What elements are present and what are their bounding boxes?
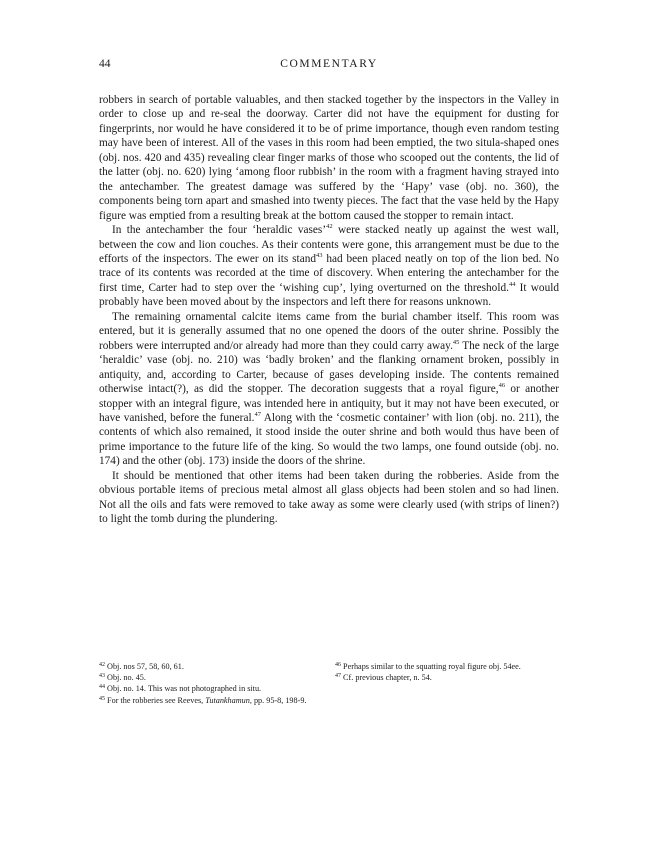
text-run: Obj. no. 45. <box>105 673 146 683</box>
text-run: Along with the ‘cosmetic container’ with lion (obj. no. 211), the contents of which also remained, it stood inside the outer shrine and both would thus have been of prime importance to the future life of the king. So would the two lamps, one found outside (obj. no. 174) and the other (obj. 173) inside the doors of the shrine. <box>99 411 559 468</box>
footnote-number: 43 <box>99 673 105 680</box>
paragraph <box>99 310 559 469</box>
text-run: It would probably have been moved about by the inspectors and left there for reasons unknown. <box>99 281 560 309</box>
footnote-reference: 42 <box>326 223 333 231</box>
section-title: COMMENTARY <box>280 58 378 70</box>
text-run: robbers in search of portable valuables, and then stacked together by the inspectors in the Valley in order to close up and re-seal the doorway. Carter did not have the equipment for dusting for fingerprints, nor would he have considered it to be of prime importance, though even random testing may have been of interest. All of the vases in this room had been emptied, the two situla-shaped ones (obj. nos. 420 and 435) revealing clear finger marks of those who scooped out the contents, the lid of the latter (obj. no. 620) lying ‘among floor rubbish’ in the room with a fragment having strayed into the antechamber. The greatest damage was suffered by the ‘Hapy’ vase (obj. no. 360), the components being torn apart and smashed into twenty pieces. The fact that the vase held by the Hapy figure was emptied from a resulting break at the bottom caused the stopper to remain intact. <box>99 94 559 222</box>
text-run: The remaining ornamental calcite items came from the burial chamber itself. This room was entered, but it is generally assumed that no one opened the doors of the outer shrine. Possibly the robbers were interrupted and/or already had more than they could carry away. <box>99 310 559 352</box>
footnote-number: 47 <box>335 673 341 680</box>
footnote <box>335 661 559 672</box>
footnote-reference: 46 <box>498 382 506 390</box>
text-run: Obj. nos 57, 58, 60, 61. <box>105 662 184 671</box>
text-run: , pp. 95-8, 198-9. <box>249 695 307 705</box>
footnote-number: 42 <box>99 662 105 668</box>
running-head <box>99 58 559 74</box>
text-run: It should be mentioned that other items had been taken during the robberies. Aside from the obvious portable items of precious metal almost all glass objects had been stolen and so had linen. Not all the oils and fats were removed to take away as some were clearly used (with strips of linen?) to light the tomb during the plundering. <box>99 469 559 526</box>
footnote-number: 46 <box>335 662 341 668</box>
text-run: had been placed neatly on top of the lion bed. No trace of its contents was recorded at the time of discovery. When entering the antechamber for the first time, Carter had to step over the ‘wishing cup’, lying overturned on the threshold. <box>99 252 559 294</box>
footnotes-right-column <box>335 661 559 706</box>
paragraph <box>99 223 559 310</box>
text-run: The neck of the large ‘heraldic’ vase (obj. no. 210) was ‘badly broken’ and the flanking ornament broken, possibly in antiquity, and, according to Carter, because of gases developing inside. The contents remained otherwise intact(?), as did the stopper. The decoration suggests that a royal figure, <box>99 339 560 396</box>
footnote-reference: 47 <box>254 410 261 418</box>
text-run: For the robberies see Reeves, <box>105 695 206 705</box>
footnote-reference: 45 <box>452 338 460 346</box>
italic-title: Tutankhamun <box>205 695 250 705</box>
text-run: Perhaps similar to the squatting royal figure obj. 54ee. <box>341 662 521 671</box>
footnote <box>99 672 323 683</box>
text-run: were stacked neatly up against the west wall, between the cow and lion couches. As their contents were gone, this arrangement must be due to the efforts of the inspectors. The ewer on its stand <box>99 224 559 265</box>
text-run: or another stopper with an integral figure, was intended here in antiquity, but it may not have been executed, or have vanished, before the funeral. <box>99 383 559 424</box>
footnote-reference: 44 <box>508 280 516 288</box>
footnote <box>99 695 323 706</box>
page-number: 44 <box>99 58 111 70</box>
paragraph <box>99 93 559 223</box>
text-run: In the antechamber the four ‘heraldic vases’ <box>112 224 327 237</box>
footnote-number: 44 <box>99 684 105 691</box>
footnotes <box>99 661 559 706</box>
text-run: Cf. previous chapter, n. 54. <box>341 673 432 683</box>
footnote <box>99 683 323 694</box>
footnote <box>99 661 323 672</box>
footnote-reference: 43 <box>316 251 323 259</box>
footnote <box>335 672 559 683</box>
footnotes-left-column <box>99 661 323 706</box>
paragraph <box>99 469 559 527</box>
footnote-number: 45 <box>99 695 105 702</box>
body-text <box>99 93 559 527</box>
text-run: Obj. no. 14. This was not photographed in situ. <box>105 684 262 694</box>
